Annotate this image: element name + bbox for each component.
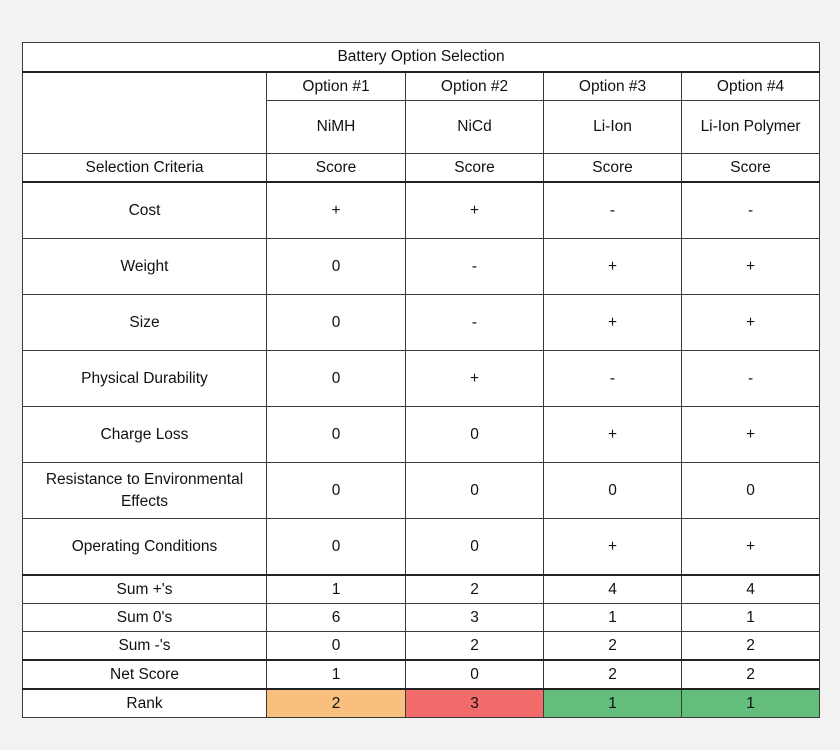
row-label: Sum -'s [23,632,267,661]
score-cell: - [682,182,820,239]
score-cell: 1 [267,575,406,604]
rank-row [23,689,820,718]
option-name: NiCd [406,101,544,154]
row-label: Weight [23,239,267,295]
criteria-row [23,519,820,576]
row-label: Size [23,295,267,351]
score-cell: 4 [544,575,682,604]
score-cell: - [544,351,682,407]
criteria-row [23,463,820,519]
criteria-row [23,182,820,239]
score-cell: 0 [682,463,820,519]
score-header: Score [682,154,820,183]
sum-row [23,575,820,604]
score-header: Score [406,154,544,183]
selection-matrix-table [22,42,820,718]
rank-cell: 1 [682,689,820,718]
row-label: Resistance to Environmental Effects [23,463,267,519]
criteria-row [23,351,820,407]
score-cell: + [406,182,544,239]
option-name: Li-Ion Polymer [682,101,820,154]
score-cell: 2 [544,632,682,661]
score-cell: 1 [544,604,682,632]
score-cell: + [544,407,682,463]
score-cell: + [544,295,682,351]
score-cell: + [682,239,820,295]
score-cell: 0 [406,519,544,576]
score-cell: 2 [406,575,544,604]
score-cell: 0 [406,660,544,689]
row-label: Sum 0's [23,604,267,632]
score-cell: + [682,519,820,576]
score-cell: 4 [682,575,820,604]
score-header-row [23,154,820,183]
score-cell: + [544,239,682,295]
net-score-row [23,660,820,689]
option-label: Option #3 [544,72,682,101]
score-cell: 0 [267,463,406,519]
score-cell: + [682,295,820,351]
score-cell: 1 [267,660,406,689]
option-name: NiMH [267,101,406,154]
title-row [23,43,820,73]
score-cell: - [406,239,544,295]
score-cell: - [682,351,820,407]
score-cell: - [406,295,544,351]
score-cell: 2 [682,632,820,661]
score-cell: + [267,182,406,239]
option-label: Option #2 [406,72,544,101]
score-cell: 0 [544,463,682,519]
score-cell: 0 [267,351,406,407]
score-cell: 3 [406,604,544,632]
criteria-header: Selection Criteria [23,154,267,183]
row-label: Operating Conditions [23,519,267,576]
score-cell: + [406,351,544,407]
score-cell: 0 [406,407,544,463]
row-label: Cost [23,182,267,239]
criteria-row [23,407,820,463]
score-cell: 0 [267,239,406,295]
score-cell: 2 [406,632,544,661]
criteria-row [23,239,820,295]
row-label: Physical Durability [23,351,267,407]
option-label: Option #1 [267,72,406,101]
score-cell: 2 [682,660,820,689]
rank-cell: 1 [544,689,682,718]
option-label-row [23,72,820,101]
score-cell: 2 [544,660,682,689]
score-cell: - [544,182,682,239]
row-label: Net Score [23,660,267,689]
score-cell: 6 [267,604,406,632]
score-header: Score [544,154,682,183]
score-cell: 0 [267,295,406,351]
row-label: Charge Loss [23,407,267,463]
matrix-body [23,43,820,718]
score-cell: 0 [406,463,544,519]
score-header: Score [267,154,406,183]
score-cell: 0 [267,519,406,576]
row-label: Rank [23,689,267,718]
option-name: Li-Ion [544,101,682,154]
score-cell: 1 [682,604,820,632]
score-cell: 0 [267,407,406,463]
sum-row [23,632,820,661]
header-blank-cell [23,72,267,154]
score-cell: + [682,407,820,463]
option-label: Option #4 [682,72,820,101]
score-cell: 0 [267,632,406,661]
score-cell: + [544,519,682,576]
rank-cell: 3 [406,689,544,718]
table-title: Battery Option Selection [23,43,820,73]
criteria-row [23,295,820,351]
row-label: Sum +'s [23,575,267,604]
sum-row [23,604,820,632]
rank-cell: 2 [267,689,406,718]
